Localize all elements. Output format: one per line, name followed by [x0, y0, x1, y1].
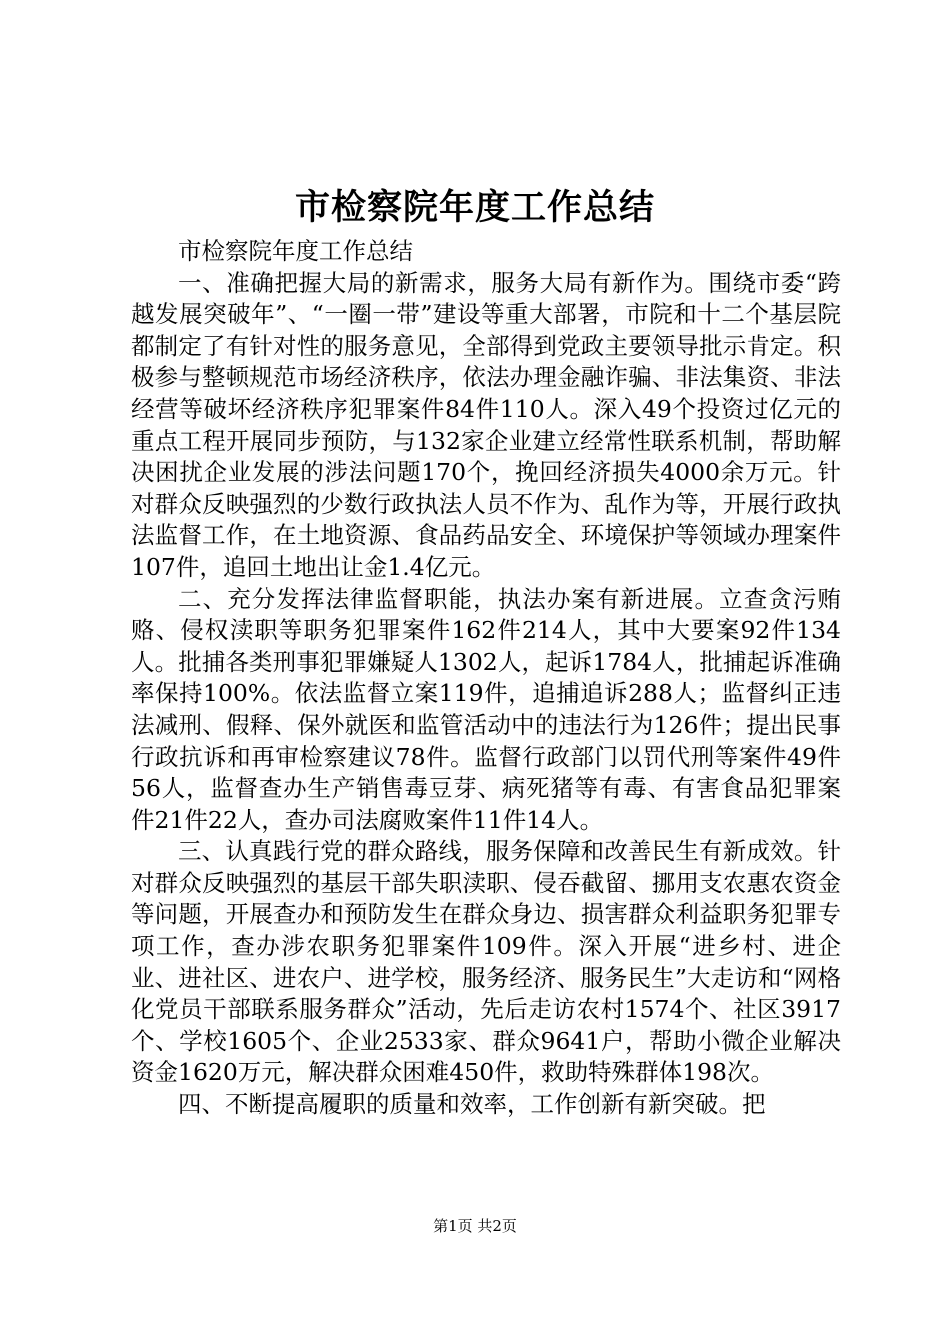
paragraph-4: 四、不断提高履职的质量和效率，工作创新有新突破。把 [178, 1090, 766, 1119]
subtitle-paragraph: 市检察院年度工作总结 [178, 237, 413, 265]
paragraph-3: 三、认真践行党的群众路线，服务保障和改善民生有新成效。针对群众反映强烈的基层干部失职渎职、侵吞截留、挪用支农惠农资金等问题，开展查办和预防发生在群众身边、损害群众利益职务犯罪专项工作，查办涉农职务犯罪案件109件。深入开展“进乡村、进企业、进社区、进农户、进学校，服务经济、服务民生”大走访和“网格化党员干部联系服务群众”活动，先后走访农村1574个、社区3917个、学校1605个、企业2533家、群众9641户，帮助小微企业解决资金1620万元，解决群众困难450件，救助特殊群体198次。 [131, 837, 841, 1087]
page-number-footer: 第1页 共2页 [433, 1217, 517, 1235]
document-body [131, 236, 841, 1121]
document-title: 市检察院年度工作总结 [294, 187, 655, 228]
paragraph-1: 一、准确把握大局的新需求，服务大局有新作为。围绕市委“跨越发展突破年”、“一圈一带”建设等重大部署，市院和十二个基层院都制定了有针对性的服务意见，全部得到党政主要领导批示肯定。积极参与整顿规范市场经济秩序，依法办理金融诈骗、非法集资、非法经营等破坏经济秩序犯罪案件84件110人。深入49个投资过亿元的重点工程开展同步预防，与132家企业建立经常性联系机制，帮助解决困扰企业发展的涉法问题170个，挽回经济损失4000余万元。针对群众反映强烈的少数行政执法人员不作为、乱作为等，开展行政执法监督工作，在土地资源、食品药品安全、环境保护等领域办理案件107件，追回土地出让金1.4亿元。 [131, 268, 841, 581]
paragraph-2: 二、充分发挥法律监督职能，执法办案有新进展。立查贪污贿赂、侵权渎职等职务犯罪案件162件214人，其中大要案92件134人。批捕各类刑事犯罪嫌疑人1302人，起诉1784人，批捕起诉准确率保持100%。依法监督立案119件，追捕追诉288人；监督纠正违法减刑、假释、保外就医和监管活动中的违法行为126件；提出民事行政抗诉和再审检察建议78件。监督行政部门以罚代刑等案件49件56人，监督查办生产销售毒豆芽、病死猪等有毒、有害食品犯罪案件21件22人，查办司法腐败案件11件14人。 [131, 584, 841, 834]
